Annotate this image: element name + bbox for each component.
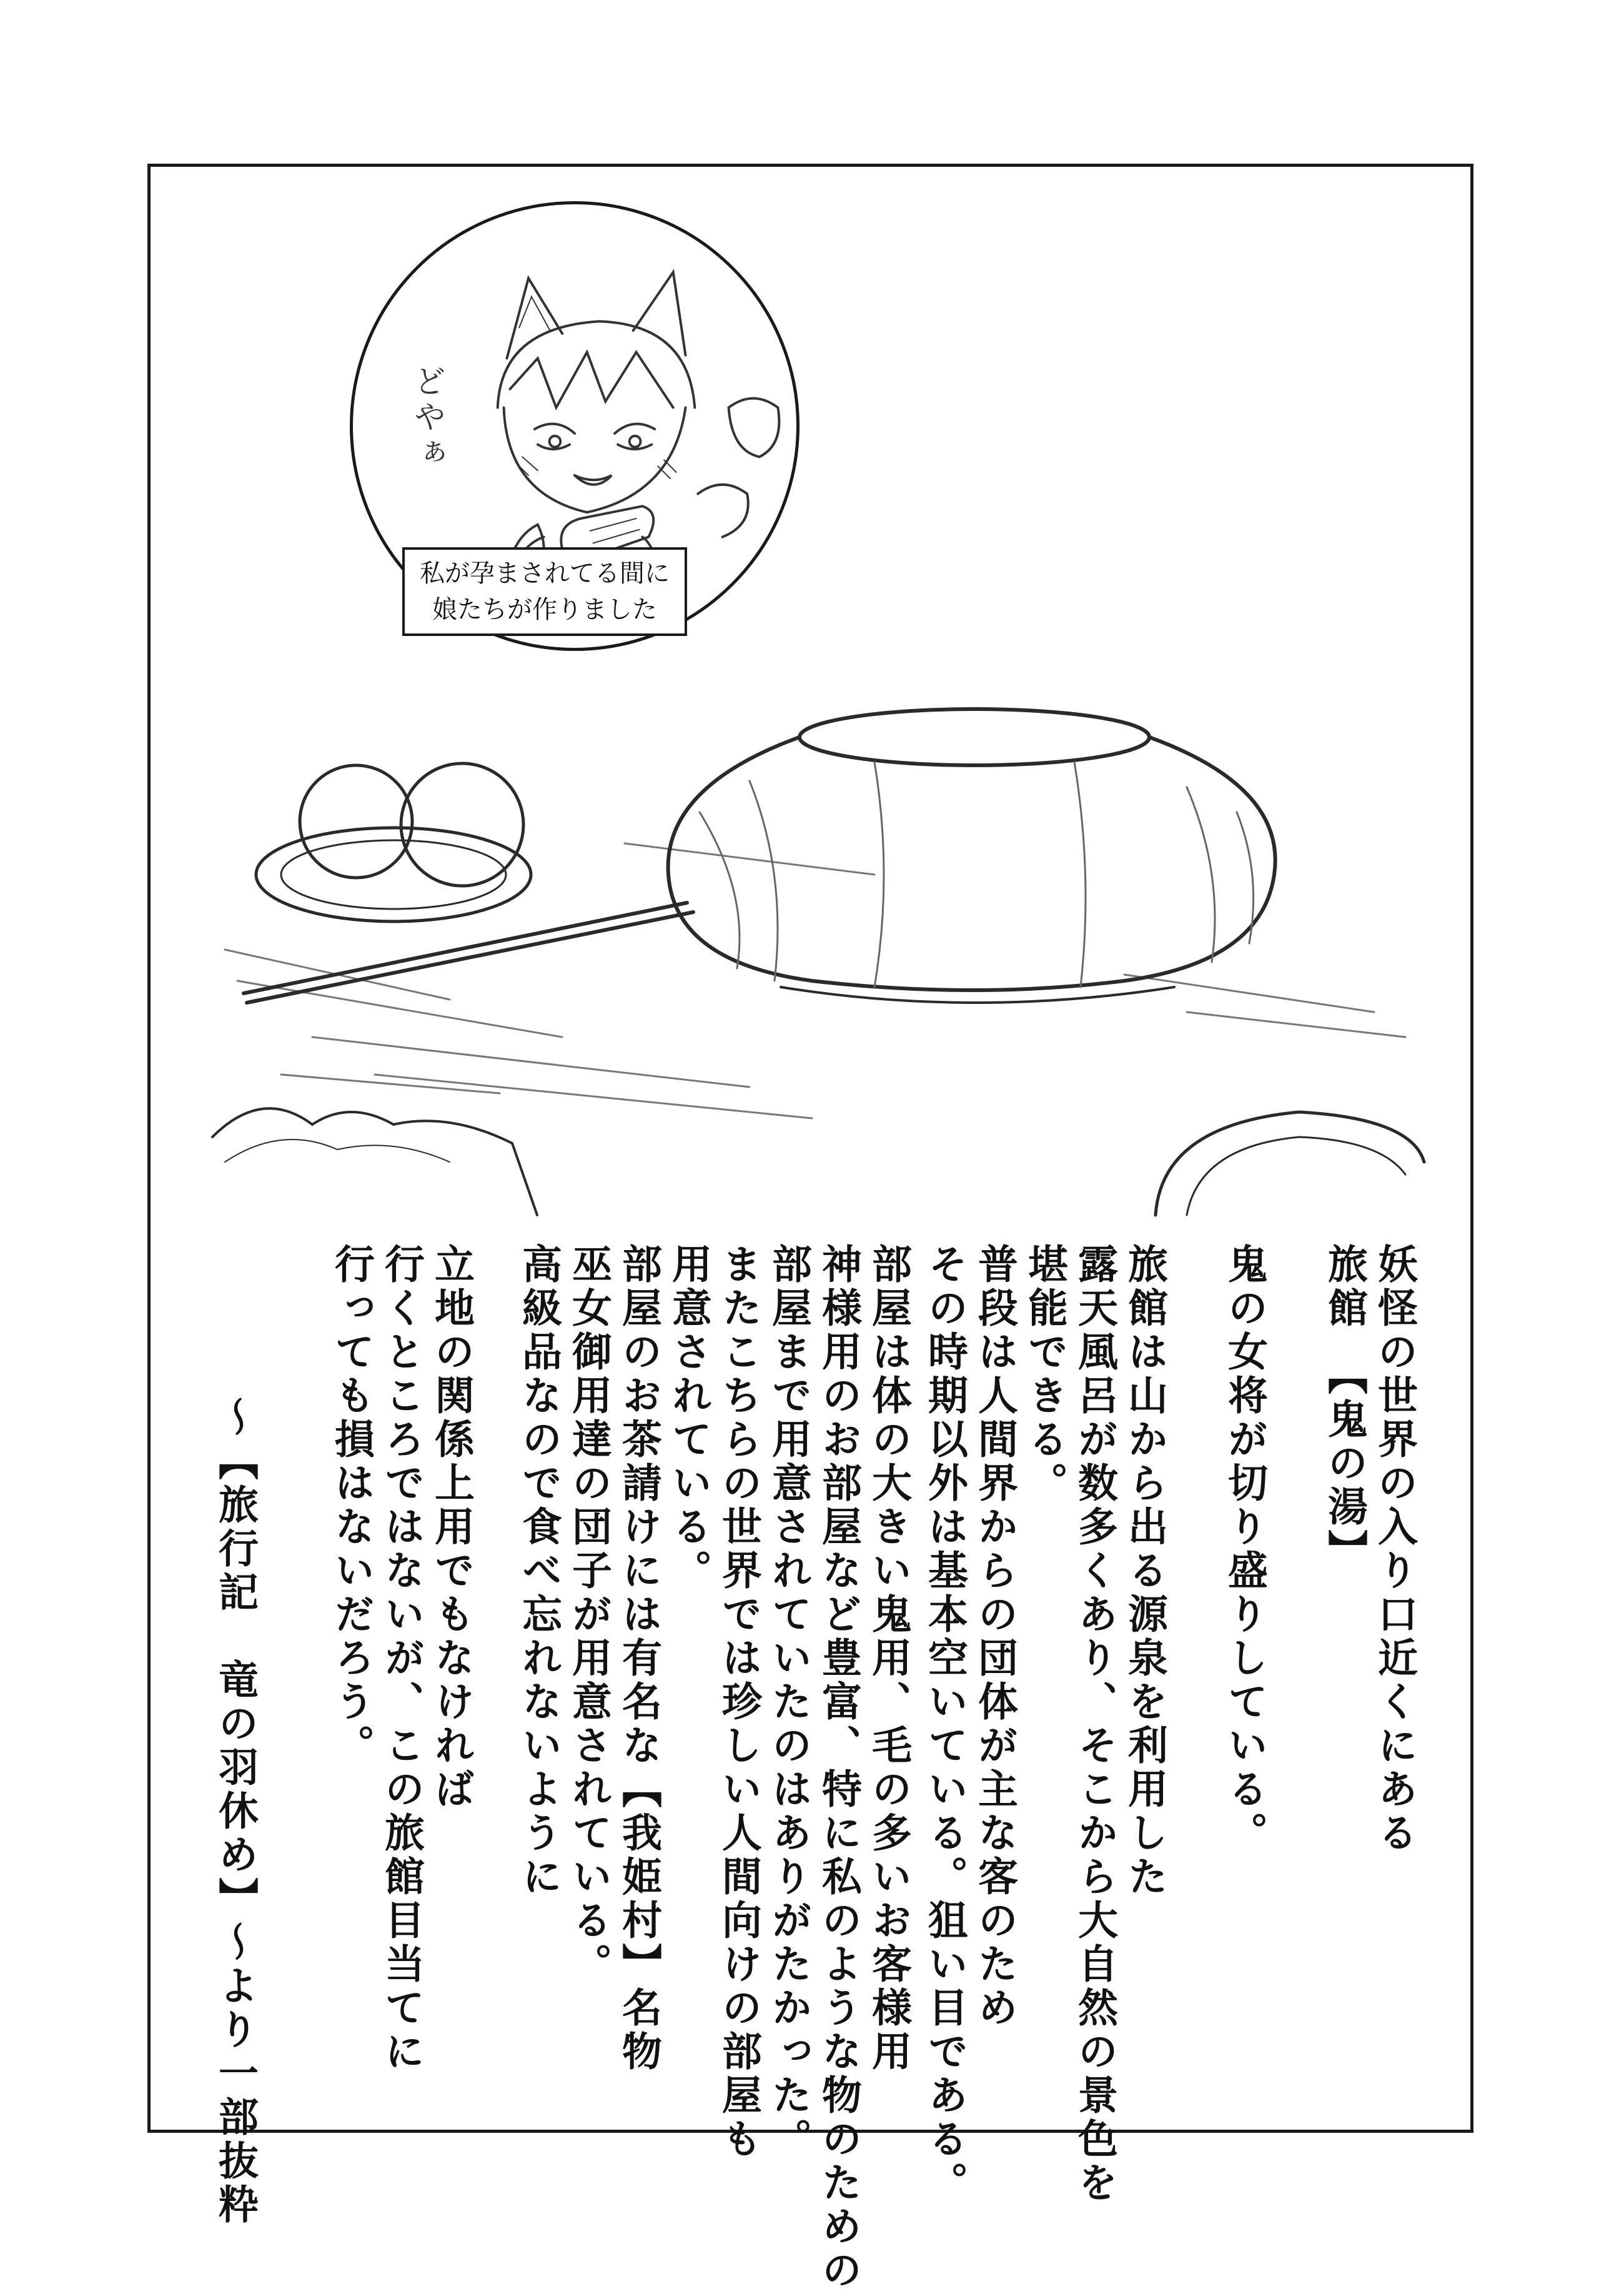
- still-life-sketch: [187, 687, 1437, 1218]
- text-column-4: 旅館は山から出る源泉を利用した: [1121, 1243, 1168, 1899]
- caption-line-1: 私が孕まされてる間に: [420, 559, 670, 588]
- text-column-6: 堪能できる。: [1021, 1243, 1068, 1506]
- text-column-18: 行くところではないが、この旅館目当てに: [378, 1243, 425, 2074]
- text-column-14: 部屋のお茶請けには有名な【我姫村】名物: [615, 1243, 662, 2074]
- saucer: [1156, 1112, 1424, 1215]
- dango-plate: [256, 763, 531, 921]
- exclamation-text: どやぁ: [408, 364, 446, 472]
- hills: [212, 1108, 537, 1215]
- source-credit: 〜【旅行記 竜の羽休め】〜より一部抜粋: [212, 1396, 259, 2227]
- text-column-11: 部屋まで用意されていたのはありがたかった。: [765, 1243, 812, 2162]
- caption-line-2: 娘たちが作りました: [432, 595, 657, 624]
- text-column-17: 立地の関係上用でもなければ: [428, 1243, 475, 1812]
- text-column-9: 部屋は体の大きい鬼用、毛の多いお客様用: [865, 1243, 912, 2074]
- text-column-2: 旅館 【鬼の湯】: [1321, 1243, 1368, 1573]
- text-column-5: 露天風呂が数多くあり、そこから大自然の景色を: [1071, 1243, 1118, 2205]
- portrait-caption: [402, 547, 687, 636]
- large-bowl: [668, 709, 1275, 1003]
- text-column-15: 巫女御用達の団子が用意されている。: [565, 1243, 612, 1987]
- chopsticks: [244, 903, 693, 1003]
- text-column-16: 高級品なので食べ忘れないように: [515, 1243, 562, 1899]
- text-column-13: 用意されている。: [665, 1243, 712, 1593]
- text-column-19: 行っても損はないだろう。: [328, 1243, 375, 1768]
- text-column-10: 神様用のお部屋など豊富、特に私のような物のための: [815, 1243, 862, 2293]
- text-column-7: 普段は人間界からの団体が主な客のため: [971, 1243, 1018, 2030]
- text-column-1: 妖怪の世界の入り口近くにある: [1371, 1243, 1418, 1855]
- text-column-3: 鬼の女将が切り盛りしている。: [1221, 1243, 1268, 1855]
- text-column-8: その時期以外は基本空いている。狙い目である。: [921, 1243, 968, 2205]
- text-column-12: またこちらの世界では珍しい人間向けの部屋も: [715, 1243, 762, 2162]
